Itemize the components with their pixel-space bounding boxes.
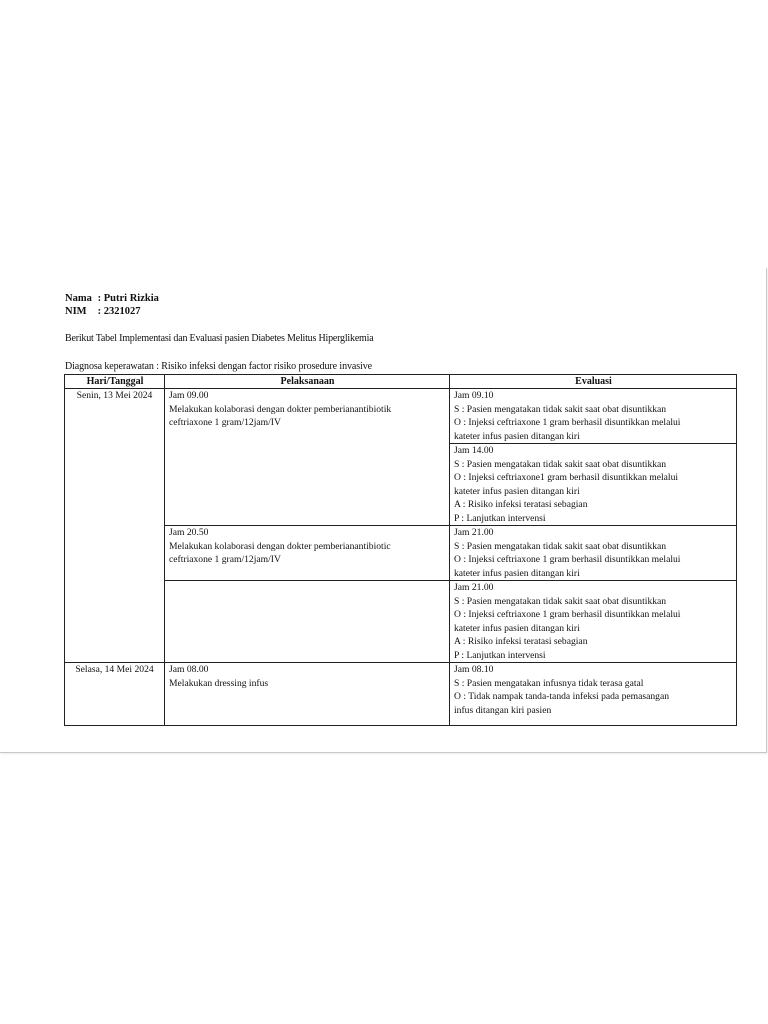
evaluasi-cell bbox=[450, 663, 737, 726]
table-row bbox=[65, 581, 737, 663]
nim-label: NIM bbox=[65, 306, 87, 317]
cell-line: Jam 08.10 bbox=[454, 664, 494, 675]
nama-line bbox=[65, 293, 159, 305]
diagnosa-text: Diagnosa keperawatan : Risiko infeksi dengan factor risiko prosedure invasive bbox=[65, 361, 372, 372]
cell-line: kateter infus pasien ditangan kiri bbox=[454, 485, 580, 497]
evaluasi-cell bbox=[450, 526, 737, 581]
table-row bbox=[65, 663, 737, 726]
table-row bbox=[65, 526, 737, 581]
implementation-evaluation-table bbox=[64, 374, 737, 726]
cell-line: O : Injeksi ceftriaxone 1 gram berhasil disuntikkan melalui bbox=[454, 554, 681, 565]
header-hari: Hari/Tanggal bbox=[65, 375, 165, 389]
table-header-row bbox=[65, 375, 737, 389]
cell-line: S : Pasien mengatakan tidak sakit saat obat disuntikkan bbox=[454, 458, 667, 470]
pelaksanaan-cell-empty bbox=[165, 581, 450, 663]
cell-line: S : Pasien mengatakan tidak sakit saat obat disuntikkan bbox=[454, 403, 667, 415]
cell-line: Melakukan dressing infus bbox=[169, 677, 269, 689]
pelaksanaan-cell bbox=[165, 389, 450, 526]
cell-line: O : Injeksi ceftriaxone 1 gram berhasil disuntikkan melalui bbox=[454, 609, 681, 620]
header-evaluasi: Evaluasi bbox=[450, 375, 737, 389]
cell-line: ceftriaxone 1 gram/12jam/IV bbox=[169, 417, 281, 428]
cell-line: Jam 14.00 bbox=[454, 445, 494, 456]
intro-text: Berikut Tabel Implementasi dan Evaluasi pasien Diabetes Melitus Hiperglikemia bbox=[65, 333, 374, 344]
cell-line: kateter infus pasien ditangan kiri bbox=[454, 622, 580, 634]
hari-cell: Senin, 13 Mei 2024 bbox=[65, 389, 165, 663]
cell-line: ceftriaxone 1 gram/12jam/IV bbox=[169, 554, 281, 565]
cell-line: Jam 21.00 bbox=[454, 527, 494, 538]
cell-line: Melakukan kolaborasi dengan dokter pemberianantibiotic bbox=[169, 540, 391, 552]
cell-line: S : Pasien mengatakan tidak sakit saat obat disuntikkan bbox=[454, 595, 667, 607]
pelaksanaan-cell bbox=[165, 526, 450, 581]
cell-line: Jam 21.00 bbox=[454, 582, 494, 593]
cell-line: O : Tidak nampak tanda-tanda infeksi pada pemasangan bbox=[454, 691, 670, 702]
cell-line: P : Lanjutkan intervensi bbox=[454, 512, 546, 524]
nama-value: : Putri Rizkia bbox=[97, 293, 159, 304]
cell-line: S : Pasien mengatakan infusnya tidak terasa gatal bbox=[454, 677, 644, 689]
cell-line: P : Lanjutkan intervensi bbox=[454, 649, 546, 661]
cell-line: infus ditangan kiri pasien bbox=[454, 704, 552, 716]
cell-line: O : Injeksi ceftriaxone 1 gram berhasil disuntikkan melalui bbox=[454, 417, 681, 428]
cell-line: A : Risiko infeksi teratasi sebagian bbox=[454, 499, 588, 510]
cell-line: kateter infus pasien ditangan kiri bbox=[454, 567, 580, 579]
nim-value: : 2321027 bbox=[97, 306, 141, 317]
cell-line: A : Risiko infeksi teratasi sebagian bbox=[454, 636, 588, 647]
evaluasi-cell bbox=[450, 444, 737, 526]
cell-line: kateter infus pasien ditangan kiri bbox=[454, 430, 580, 442]
cell-line: Melakukan kolaborasi dengan dokter pemberianantibiotik bbox=[169, 403, 392, 415]
nama-label: Nama bbox=[65, 293, 92, 304]
header-pelaksanaan: Pelaksanaan bbox=[165, 375, 450, 389]
evaluasi-cell bbox=[450, 389, 737, 444]
cell-line: S : Pasien mengatakan tidak sakit saat obat disuntikkan bbox=[454, 540, 667, 552]
cell-line: Jam 09.10 bbox=[454, 390, 494, 401]
cell-line: O : Injeksi ceftriaxone1 gram berhasil disuntikkan melalui bbox=[454, 472, 679, 483]
pelaksanaan-cell bbox=[165, 663, 450, 726]
nim-line bbox=[65, 306, 141, 318]
hari-cell: Selasa, 14 Mei 2024 bbox=[65, 663, 165, 726]
cell-line: Jam 20.50 bbox=[169, 527, 209, 538]
evaluasi-cell bbox=[450, 581, 737, 663]
table-row bbox=[65, 389, 737, 444]
cell-line: Jam 09.00 bbox=[169, 390, 209, 401]
cell-line: Jam 08.00 bbox=[169, 664, 209, 675]
